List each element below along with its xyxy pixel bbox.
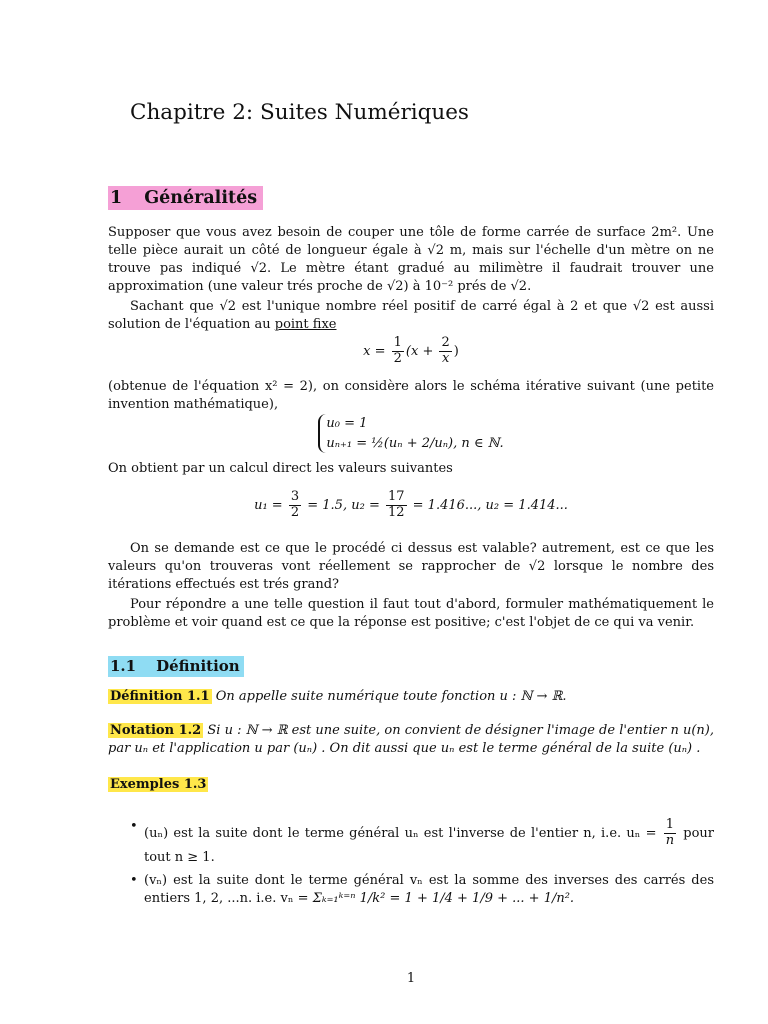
section-number: 1 (110, 188, 123, 208)
paragraph-fixed-point-text: Sachant que √2 est l'unique nombre réel positif de carré égal à 2 et que √2 est aussi solution de l'équation au (108, 299, 714, 332)
fraction-num: 17 (387, 489, 405, 504)
bullet-2-sum: Σₖ₌₁ᵏ⁼ⁿ 1/k² = 1 + 1/4 + 1/9 + ... + 1/n². (312, 890, 575, 906)
paragraph-answer (108, 596, 714, 632)
fraction-den: n (665, 832, 675, 848)
paragraph-question (108, 540, 714, 594)
section-heading (108, 186, 263, 210)
point-fixe-term: point fixe (274, 316, 337, 332)
iterative-system (108, 414, 714, 453)
bullet-2-pre: (vₙ) est la suite dont le terme général vₙ est la somme des inverses des carrés des entiers 1, 2, ...n. i.e. vₙ = (144, 873, 714, 906)
definition-text: On appelle suite numérique toute fonction u : ℕ → ℝ. (215, 689, 567, 704)
fraction-half (392, 336, 404, 367)
fraction-one-over-n (664, 818, 676, 849)
paragraph-values-intro-text: On obtient par un calcul direct les valeurs suivantes (108, 461, 453, 476)
fraction-den: x (441, 350, 450, 366)
definition-label: Définition 1.1 (110, 689, 210, 704)
equation-lhs: x = (363, 343, 390, 359)
system-brace (318, 414, 503, 453)
fraction-num: 3 (290, 489, 300, 504)
equation-values (108, 490, 714, 521)
subsection-number: 1.1 (110, 657, 137, 675)
equation-u3: = 1.416..., u₂ = 1.414... (408, 497, 568, 513)
fraction-den: 12 (387, 504, 405, 520)
equation-mid: (x + (405, 343, 438, 359)
paragraph-fixed-point (108, 298, 714, 334)
section-title: Généralités (144, 188, 258, 208)
fraction-den: 2 (393, 350, 402, 366)
equation-end: ) (453, 343, 459, 359)
paragraph-values-intro (108, 460, 714, 478)
fraction-num: 2 (441, 335, 450, 350)
paragraph-answer-text: Pour répondre a une telle question il faut tout d'abord, formuler mathématiquement le problème et voir quand est ce que la réponse est positive; c'est l'objet de ce qui va venir. (108, 597, 714, 630)
fraction-two-over-x (439, 336, 451, 367)
fraction-seventeen-twelfths (386, 490, 407, 521)
examples-label: Exemples 1.3 (110, 777, 207, 792)
examples-heading (108, 776, 714, 794)
paragraph-intro (108, 224, 714, 296)
bullet-icon: • (130, 819, 138, 834)
system-line-2: uₙ₊₁ = ½(uₙ + 2/uₙ), n ∈ ℕ. (326, 435, 504, 451)
bullet-1-post: pour tout n ≥ 1. (144, 825, 714, 865)
notation-text: Si u : ℕ → ℝ est une suite, on convient de désigner l'image de l'entier n u(n), par uₙ et l'application u par (uₙ) . On dit aussi que uₙ est le terme général de la suite (uₙ) . (108, 723, 714, 756)
bullet-2-text (144, 872, 714, 908)
fraction-den: 2 (290, 504, 300, 520)
equation-fixed-point (108, 336, 714, 367)
paragraph-question-text: On se demande est ce que le procédé ci dessus est valable? autrement, est ce que les valeurs qu'on trouveras vont réellement se rapprocher de √2 lorsque le nombre des itérations effectués est trés grand? (108, 541, 714, 592)
paragraph-scheme (108, 378, 714, 414)
subsection-title: Définition (156, 657, 240, 675)
paragraph-intro-text: Supposer que vous avez besoin de couper une tôle de forme carrée de surface 2m². Une telle pièce aurait un côté de longueur égale à √2 m, mais sur l'échelle d'un mètre on ne trouve pas indiqué √2. Le mètre étant gradué au milimètre il faudrait trouver une approximation (une valeur trés proche de √2) à 10⁻² prés de √2. (108, 225, 714, 294)
equation-u2: = 1.5, u₂ = (303, 497, 384, 513)
fraction-num: 1 (665, 817, 675, 832)
example-bullet-2 (132, 872, 714, 908)
paragraph-scheme-text: (obtenue de l'équation x² = 2), on considère alors le schéma itérative suivant (une petite invention mathématique), (108, 379, 714, 412)
chapter-title: Chapitre 2: Suites Numériques (130, 100, 469, 125)
definition-1-1 (108, 688, 714, 706)
system-line-1: u₀ = 1 (326, 416, 368, 431)
fraction-num: 1 (393, 335, 402, 350)
notation-1-2 (108, 722, 714, 758)
bullet-icon: • (130, 873, 138, 888)
fraction-three-halves (289, 490, 301, 521)
bullet-1-pre: (uₙ) est la suite dont le terme général uₙ est l'inverse de l'entier n, i.e. uₙ = (144, 825, 662, 841)
subsection-heading (108, 656, 244, 677)
equation-u1: u₁ = (254, 497, 287, 513)
notation-label: Notation 1.2 (110, 723, 202, 738)
bullet-1-text (144, 818, 714, 867)
example-bullet-1 (132, 818, 714, 867)
page-number: 1 (406, 971, 416, 986)
